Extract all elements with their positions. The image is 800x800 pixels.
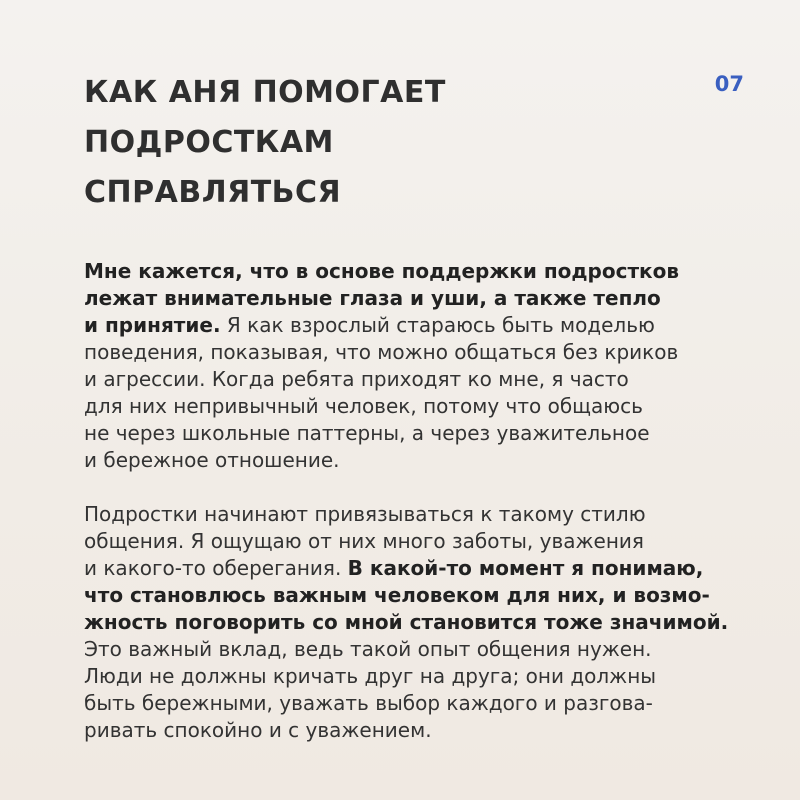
regular-text: для них непривычный человек, потому что общаюсь bbox=[84, 394, 643, 418]
paragraph-1 bbox=[84, 258, 754, 474]
text-line bbox=[84, 393, 754, 420]
text-line bbox=[84, 312, 754, 339]
regular-text: ривать спокойно и с уважением. bbox=[84, 718, 432, 742]
title-line: КАК АНЯ ПОМОГАЕТ bbox=[84, 75, 446, 110]
text-line bbox=[84, 366, 754, 393]
text-line bbox=[84, 690, 754, 717]
bold-text: что становлюсь важным человеком для них, и возмо- bbox=[84, 583, 710, 607]
regular-text: быть бережными, уважать выбор каждого и разгова- bbox=[84, 691, 653, 715]
text-line bbox=[84, 258, 754, 285]
text-line bbox=[84, 609, 754, 636]
regular-text: и агрессии. Когда ребята приходят ко мне, я часто bbox=[84, 367, 629, 391]
bold-text: жность поговорить со мной становится тоже значимой. bbox=[84, 610, 729, 634]
text-line bbox=[84, 420, 754, 447]
regular-text: и какого-то оберегания. bbox=[84, 556, 348, 580]
regular-text: Подростки начинают привязываться к такому стилю bbox=[84, 502, 646, 526]
article-body bbox=[84, 258, 754, 744]
bold-text: лежат внимательные глаза и уши, а также тепло bbox=[84, 286, 661, 310]
page-title bbox=[84, 68, 704, 218]
regular-text: Я как взрослый стараюсь быть моделью bbox=[220, 313, 655, 337]
regular-text: и бережное отношение. bbox=[84, 448, 340, 472]
bold-text: В какой-то момент я понимаю, bbox=[347, 556, 704, 580]
text-line bbox=[84, 555, 754, 582]
regular-text: поведения, показывая, что можно общаться без криков bbox=[84, 340, 679, 364]
regular-text: общения. Я ощущаю от них много заботы, уважения bbox=[84, 529, 644, 553]
text-line bbox=[84, 528, 754, 555]
text-line bbox=[84, 636, 754, 663]
text-line bbox=[84, 663, 754, 690]
text-line bbox=[84, 717, 754, 744]
regular-text: Это важный вклад, ведь такой опыт общения нужен. bbox=[84, 637, 652, 661]
regular-text: Люди не должны кричать друг на друга; они должны bbox=[84, 664, 657, 688]
paragraph-2 bbox=[84, 501, 754, 744]
bold-text: Мне кажется, что в основе поддержки подростков bbox=[84, 259, 679, 283]
text-line bbox=[84, 339, 754, 366]
regular-text: не через школьные паттерны, а через уважительное bbox=[84, 421, 650, 445]
title-line: ПОДРОСТКАМ bbox=[84, 125, 334, 160]
text-line bbox=[84, 447, 754, 474]
bold-text: и принятие. bbox=[84, 313, 221, 337]
title-line: СПРАВЛЯТЬСЯ bbox=[84, 175, 342, 210]
page-number: 07 bbox=[714, 72, 744, 96]
text-line bbox=[84, 285, 754, 312]
text-line bbox=[84, 582, 754, 609]
text-line bbox=[84, 501, 754, 528]
